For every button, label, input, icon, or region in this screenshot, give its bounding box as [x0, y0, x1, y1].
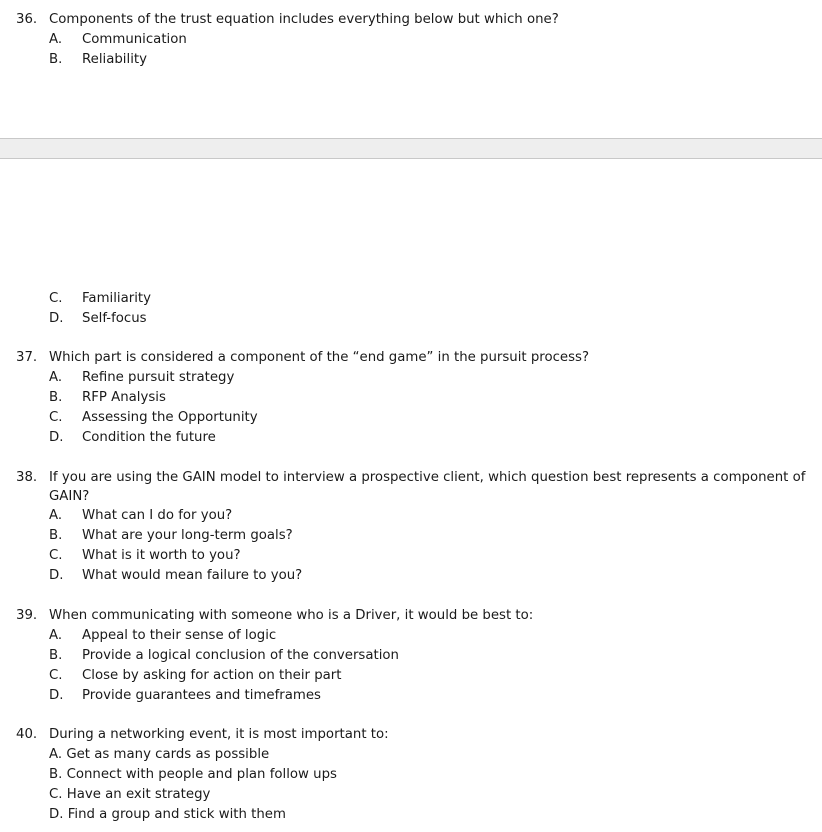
question-39-stem: [0, 606, 822, 626]
question-39: [0, 606, 822, 706]
question-text: During a networking event, it is most important to:: [49, 727, 389, 742]
option-text: Reliability: [82, 52, 147, 67]
option-b: [0, 646, 822, 666]
option-text: Familiarity: [82, 291, 152, 306]
option-b: [0, 526, 822, 546]
option-a: [0, 30, 822, 50]
option-letter: C.: [49, 548, 63, 563]
question-36: [0, 10, 822, 70]
option-c: [0, 408, 822, 428]
option-d: D. Find a group and stick with them: [49, 807, 286, 822]
question-text: When communicating with someone who is a Driver, it would be best to:: [49, 608, 534, 623]
question-number: 40.: [16, 727, 38, 742]
option-letter: D.: [49, 568, 64, 583]
option-letter: B.: [49, 52, 63, 67]
option-c: C. Have an exit strategy: [49, 787, 211, 802]
option-text: What are your long-term goals?: [82, 528, 293, 543]
question-text: Which part is considered a component of the “end game” in the pursuit process?: [49, 350, 590, 365]
option-letter: C.: [49, 291, 63, 306]
question-37-stem: [0, 348, 822, 368]
question-number: 36.: [16, 12, 38, 27]
option-letter: A.: [49, 370, 63, 385]
option-text: RFP Analysis: [82, 390, 166, 405]
option-letter: B.: [49, 528, 63, 543]
question-40: [0, 725, 822, 825]
option-text: What would mean failure to you?: [82, 568, 303, 583]
option-d: [0, 428, 822, 448]
question-38: [0, 468, 822, 586]
option-letter: B.: [49, 390, 63, 405]
question-text: If you are using the GAIN model to interview a prospective client, which question best represents a component of GAIN?: [49, 470, 806, 504]
option-letter: D.: [49, 430, 64, 445]
option-text: What can I do for you?: [82, 508, 233, 523]
option-letter: A.: [49, 32, 63, 47]
question-number: 37.: [16, 350, 38, 365]
question-40-stem: [0, 725, 822, 745]
question-36-stem: [0, 10, 822, 30]
option-b: [0, 388, 822, 408]
option-text: Refine pursuit strategy: [82, 370, 235, 385]
option-letter: A.: [49, 628, 63, 643]
option-text: What is it worth to you?: [82, 548, 241, 563]
option-a: [0, 506, 822, 526]
question-36-continued: [0, 289, 822, 329]
question-text: Components of the trust equation includes everything below but which one?: [49, 12, 559, 27]
option-text: Self-focus: [82, 311, 147, 326]
option-a: [0, 626, 822, 646]
question-number: 38.: [16, 470, 38, 485]
option-a: A. Get as many cards as possible: [49, 747, 270, 762]
option-letter: A.: [49, 508, 63, 523]
option-c: [0, 546, 822, 566]
option-text: Appeal to their sense of logic: [82, 628, 277, 643]
option-d: [0, 309, 822, 329]
option-letter: B.: [49, 648, 63, 663]
option-letter: C.: [49, 410, 63, 425]
option-d: [0, 566, 822, 586]
option-b: B. Connect with people and plan follow ups: [49, 767, 337, 782]
option-c: [0, 666, 822, 686]
page-break: [0, 138, 822, 159]
option-text: Provide a logical conclusion of the conversation: [82, 648, 399, 663]
option-letter: D.: [49, 688, 64, 703]
option-letter: C.: [49, 668, 63, 683]
option-text: Condition the future: [82, 430, 216, 445]
option-text: Close by asking for action on their part: [82, 668, 342, 683]
question-37: [0, 348, 822, 448]
option-text: Provide guarantees and timeframes: [82, 688, 321, 703]
option-b: [0, 50, 822, 70]
option-c: [0, 289, 822, 309]
option-letter: D.: [49, 311, 64, 326]
question-38-stem: [0, 468, 809, 506]
option-d: [0, 686, 822, 706]
option-a: [0, 368, 822, 388]
question-number: 39.: [16, 608, 38, 623]
option-text: Assessing the Opportunity: [82, 410, 258, 425]
option-text: Communication: [82, 32, 187, 47]
